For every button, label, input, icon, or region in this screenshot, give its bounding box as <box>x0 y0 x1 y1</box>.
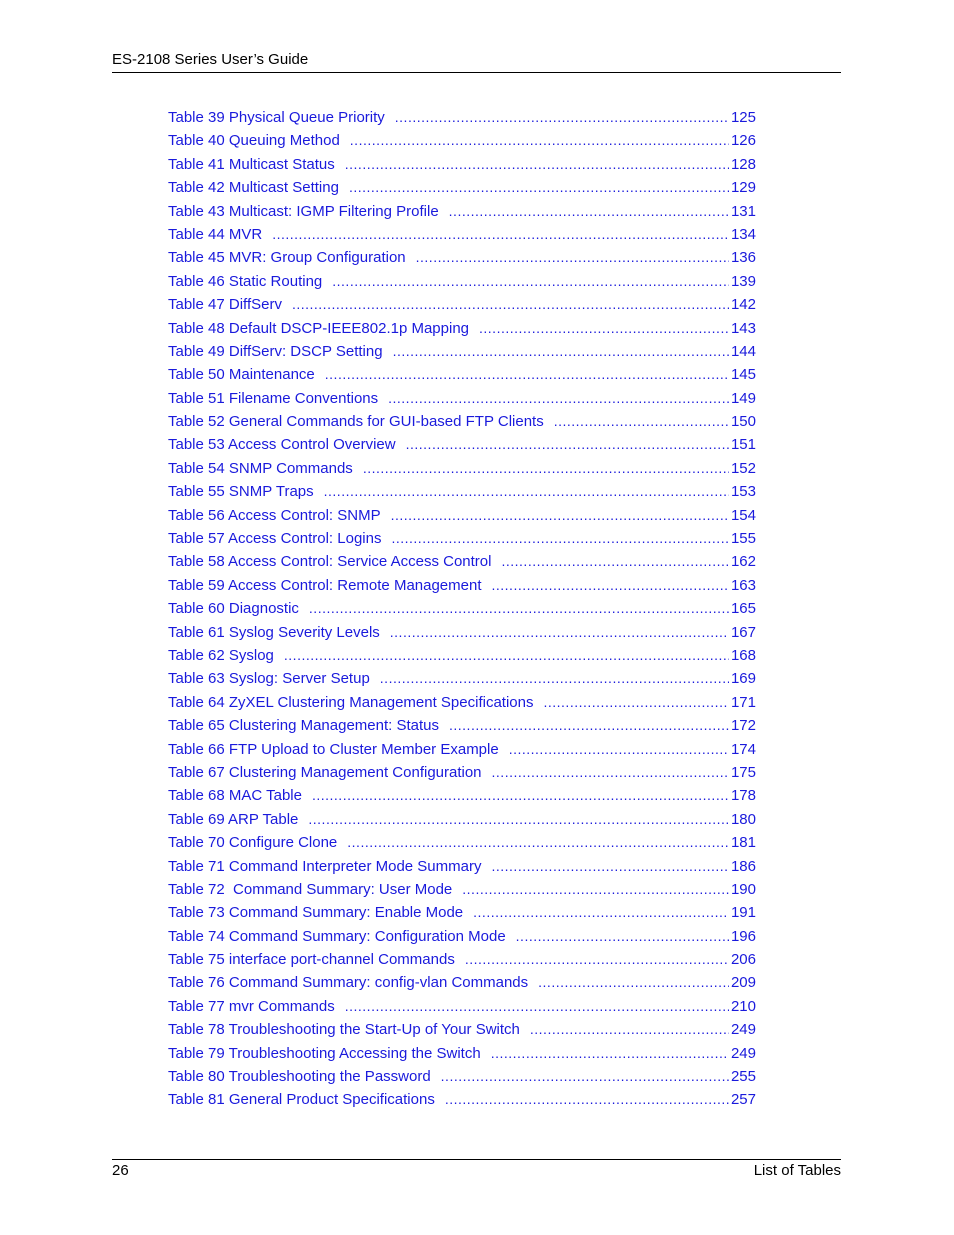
dot-leader <box>292 293 729 315</box>
toc-entry-page[interactable]: 162 <box>730 553 756 571</box>
toc-entry-label[interactable]: Table 45 MVR: Group Configuration <box>168 249 406 267</box>
toc-entry[interactable] <box>168 317 756 340</box>
toc-entry-label[interactable]: Table 63 Syslog: Server Setup <box>168 670 370 688</box>
toc-entry[interactable] <box>168 363 756 386</box>
toc-entry-label[interactable]: Table 66 FTP Upload to Cluster Member Example <box>168 740 499 758</box>
dot-leader <box>530 1018 729 1040</box>
dot-leader <box>449 200 729 222</box>
toc-entry-page[interactable]: 196 <box>730 927 756 945</box>
toc-entry-label[interactable]: Table 64 ZyXEL Clustering Management Specifications <box>168 693 534 711</box>
toc-entry[interactable] <box>168 457 756 480</box>
toc-entry-page[interactable]: 143 <box>730 319 756 337</box>
toc-entry[interactable] <box>168 878 756 901</box>
toc-entry[interactable] <box>168 597 756 620</box>
list-of-tables <box>168 106 756 1112</box>
dot-leader <box>516 925 729 947</box>
toc-entry-label[interactable]: Table 79 Troubleshooting Accessing the Switch <box>168 1044 481 1062</box>
dot-leader <box>449 714 729 736</box>
toc-entry-label[interactable]: Table 61 Syslog Severity Levels <box>168 623 380 641</box>
toc-entry[interactable] <box>168 340 756 363</box>
dot-leader <box>416 246 729 268</box>
toc-entry[interactable] <box>168 901 756 924</box>
toc-entry[interactable] <box>168 200 756 223</box>
dot-leader <box>501 550 728 572</box>
toc-entry-label[interactable]: Table 78 Troubleshooting the Start-Up of Your Switch <box>168 1021 520 1039</box>
toc-entry-label[interactable]: Table 68 MAC Table <box>168 787 302 805</box>
toc-entry-label[interactable]: Table 39 Physical Queue Priority <box>168 109 385 126</box>
toc-entry[interactable] <box>168 246 756 269</box>
toc-entry-page[interactable]: 169 <box>730 670 756 688</box>
toc-entry-page[interactable]: 178 <box>730 787 756 805</box>
toc-entry[interactable] <box>168 1065 756 1088</box>
dot-leader <box>479 317 729 339</box>
toc-entry-page[interactable]: 257 <box>730 1091 756 1109</box>
dot-leader <box>345 995 729 1017</box>
toc-entry-label[interactable]: Table 59 Access Control: Remote Management <box>168 576 482 594</box>
toc-entry[interactable] <box>168 761 756 784</box>
toc-entry-page[interactable]: 145 <box>730 366 756 384</box>
dot-leader <box>324 480 729 502</box>
dot-leader <box>332 270 729 292</box>
dot-leader <box>390 621 729 643</box>
toc-entry-page[interactable]: 150 <box>730 413 756 431</box>
toc-entry[interactable] <box>168 621 756 644</box>
dot-leader <box>554 410 729 432</box>
toc-entry[interactable] <box>168 808 756 831</box>
toc-entry-page[interactable]: 149 <box>730 389 756 407</box>
toc-entry-label[interactable]: Table 44 MVR <box>168 225 263 243</box>
dot-leader <box>465 948 729 970</box>
toc-entry[interactable] <box>168 550 756 573</box>
toc-entry-label[interactable]: Table 73 Command Summary: Enable Mode <box>168 904 464 922</box>
dot-leader <box>393 340 729 362</box>
toc-entry[interactable] <box>168 1042 756 1065</box>
toc-entry-page[interactable]: 191 <box>730 904 756 922</box>
dot-leader <box>347 831 729 853</box>
toc-entry-label[interactable]: Table 69 ARP Table <box>168 810 299 828</box>
toc-entry[interactable] <box>168 855 756 878</box>
toc-entry-label[interactable]: Table 57 Access Control: Logins <box>168 530 382 548</box>
toc-entry-page[interactable]: 163 <box>730 576 756 594</box>
toc-entry-label[interactable]: Table 75 interface port-channel Commands <box>168 951 455 969</box>
toc-entry-label[interactable]: Table 56 Access Control: SNMP <box>168 506 381 524</box>
toc-entry-label[interactable]: Table 60 Diagnostic <box>168 600 299 618</box>
toc-entry-label[interactable]: Table 53 Access Control Overview <box>168 436 396 454</box>
dot-leader <box>406 433 729 455</box>
dot-leader <box>462 878 729 900</box>
toc-entry-label[interactable]: Table 72 Command Summary: User Mode <box>168 880 453 898</box>
toc-entry-page[interactable]: 180 <box>730 810 756 828</box>
dot-leader <box>309 597 729 619</box>
dot-leader <box>312 784 729 806</box>
dot-leader <box>391 504 729 526</box>
toc-entry-page[interactable]: 129 <box>730 179 756 197</box>
toc-entry-label[interactable]: Table 43 Multicast: IGMP Filtering Profile <box>168 202 439 220</box>
toc-entry-label[interactable]: Table 58 Access Control: Service Access Control <box>168 553 492 571</box>
toc-entry[interactable] <box>168 948 756 971</box>
toc-entry[interactable] <box>168 995 756 1018</box>
toc-entry-page[interactable]: 171 <box>730 693 756 711</box>
toc-entry-label[interactable]: Table 74 Command Summary: Configuration Mode <box>168 927 506 945</box>
toc-entry-page[interactable]: 186 <box>730 857 756 875</box>
dot-leader <box>491 1042 729 1064</box>
toc-entry-page[interactable]: 174 <box>730 740 756 758</box>
dot-leader <box>350 129 729 151</box>
toc-entry[interactable] <box>168 270 756 293</box>
dot-leader <box>272 223 729 245</box>
toc-entry-page[interactable]: 139 <box>730 272 756 290</box>
toc-entry-label[interactable]: Table 47 DiffServ <box>168 296 282 314</box>
toc-entry-label[interactable]: Table 67 Clustering Management Configuration <box>168 763 482 781</box>
dot-leader <box>325 363 729 385</box>
toc-entry[interactable] <box>168 176 756 199</box>
toc-entry-label[interactable]: Table 65 Clustering Management: Status <box>168 717 439 735</box>
dot-leader <box>395 106 729 128</box>
dot-leader <box>345 153 729 175</box>
dot-leader <box>492 761 729 783</box>
toc-entry-page[interactable]: 144 <box>730 342 756 360</box>
toc-entry[interactable] <box>168 714 756 737</box>
toc-entry[interactable] <box>168 644 756 667</box>
toc-entry[interactable] <box>168 784 756 807</box>
toc-entry-label[interactable]: Table 41 Multicast Status <box>168 155 335 173</box>
toc-entry-label[interactable]: Table 50 Maintenance <box>168 366 315 384</box>
toc-entry[interactable] <box>168 574 756 597</box>
dot-leader <box>543 691 728 713</box>
toc-entry-label[interactable]: Table 42 Multicast Setting <box>168 179 339 197</box>
dot-leader <box>391 527 729 549</box>
toc-entry[interactable] <box>168 387 756 410</box>
toc-entry-page[interactable]: 131 <box>730 202 756 220</box>
toc-entry-label[interactable]: Table 77 mvr Commands <box>168 997 335 1015</box>
toc-entry[interactable] <box>168 293 756 316</box>
toc-entry-label[interactable]: Table 52 General Commands for GUI-based FTP Clients <box>168 413 544 431</box>
toc-entry[interactable] <box>168 925 756 948</box>
toc-entry[interactable] <box>168 410 756 433</box>
toc-entry-label[interactable]: Table 80 Troubleshooting the Password <box>168 1068 431 1086</box>
toc-entry-label[interactable]: Table 40 Queuing Method <box>168 132 340 150</box>
toc-entry-page[interactable]: 154 <box>730 506 756 524</box>
toc-entry-label[interactable]: Table 70 Configure Clone <box>168 834 338 852</box>
dot-leader <box>538 971 729 993</box>
toc-entry[interactable] <box>168 129 756 152</box>
page-header <box>112 51 841 73</box>
page-number: 26 <box>112 1162 129 1179</box>
toc-entry-page[interactable]: 142 <box>730 296 756 314</box>
toc-entry[interactable] <box>168 971 756 994</box>
toc-entry-page[interactable]: 134 <box>730 225 756 243</box>
toc-entry[interactable] <box>168 223 756 246</box>
toc-entry-page[interactable]: 175 <box>730 763 756 781</box>
toc-entry-page[interactable]: 136 <box>730 249 756 267</box>
toc-entry[interactable] <box>168 1018 756 1041</box>
toc-entry-page[interactable]: 255 <box>730 1068 756 1086</box>
toc-entry-page[interactable]: 249 <box>730 1044 756 1062</box>
toc-entry-label[interactable]: Table 71 Command Interpreter Mode Summary <box>168 857 482 875</box>
toc-entry-page[interactable]: 153 <box>730 483 756 501</box>
toc-entry[interactable] <box>168 504 756 527</box>
toc-entry[interactable] <box>168 691 756 714</box>
toc-entry[interactable] <box>168 667 756 690</box>
toc-entry-page[interactable]: 172 <box>730 717 756 735</box>
toc-entry-page[interactable]: 152 <box>730 459 756 477</box>
dot-leader <box>445 1088 729 1110</box>
document-title: ES-2108 Series User’s Guide <box>112 51 309 68</box>
dot-leader <box>441 1065 729 1087</box>
toc-entry-page[interactable]: 209 <box>730 974 756 992</box>
toc-entry-page[interactable]: 128 <box>730 155 756 173</box>
dot-leader <box>491 855 728 877</box>
dot-leader <box>308 808 729 830</box>
toc-entry-label[interactable]: Table 81 General Product Specifications <box>168 1091 435 1109</box>
dot-leader <box>509 738 729 760</box>
toc-entry-page[interactable]: 126 <box>730 132 756 150</box>
dot-leader <box>473 901 729 923</box>
toc-entry[interactable] <box>168 106 756 129</box>
toc-entry-page[interactable]: 168 <box>730 646 756 664</box>
toc-entry-label[interactable]: Table 48 Default DSCP-IEEE802.1p Mapping <box>168 319 470 337</box>
toc-entry-page[interactable]: 155 <box>730 530 756 548</box>
toc-entry[interactable] <box>168 831 756 854</box>
toc-entry-label[interactable]: Table 46 Static Routing <box>168 272 323 290</box>
toc-entry-page[interactable]: 190 <box>730 880 756 898</box>
toc-entry-page[interactable]: 249 <box>730 1021 756 1039</box>
toc-entry[interactable] <box>168 480 756 503</box>
toc-entry-page[interactable]: 151 <box>730 436 756 454</box>
section-name: List of Tables <box>753 1162 841 1179</box>
toc-entry-label[interactable]: Table 55 SNMP Traps <box>168 483 314 501</box>
toc-entry-page[interactable]: 125 <box>730 109 756 126</box>
dot-leader <box>380 667 729 689</box>
toc-entry-label[interactable]: Table 51 Filename Conventions <box>168 389 379 407</box>
dot-leader <box>492 574 729 596</box>
toc-entry-page[interactable]: 165 <box>730 600 756 618</box>
toc-entry[interactable] <box>168 153 756 176</box>
toc-entry[interactable] <box>168 433 756 456</box>
toc-entry-label[interactable]: Table 49 DiffServ: DSCP Setting <box>168 342 383 360</box>
toc-entry-label[interactable]: Table 54 SNMP Commands <box>168 459 353 477</box>
toc-entry-page[interactable]: 210 <box>730 997 756 1015</box>
page-footer <box>112 1159 841 1182</box>
dot-leader <box>363 457 729 479</box>
dot-leader <box>349 176 729 198</box>
toc-entry-page[interactable]: 181 <box>730 834 756 852</box>
toc-entry[interactable] <box>168 1088 756 1111</box>
toc-entry-page[interactable]: 167 <box>730 623 756 641</box>
toc-entry-label[interactable]: Table 76 Command Summary: config-vlan Commands <box>168 974 529 992</box>
toc-entry-page[interactable]: 206 <box>730 951 756 969</box>
toc-entry-label[interactable]: Table 62 Syslog <box>168 646 274 664</box>
toc-entry[interactable] <box>168 527 756 550</box>
dot-leader <box>284 644 729 666</box>
toc-entry[interactable] <box>168 738 756 761</box>
dot-leader <box>388 387 729 409</box>
